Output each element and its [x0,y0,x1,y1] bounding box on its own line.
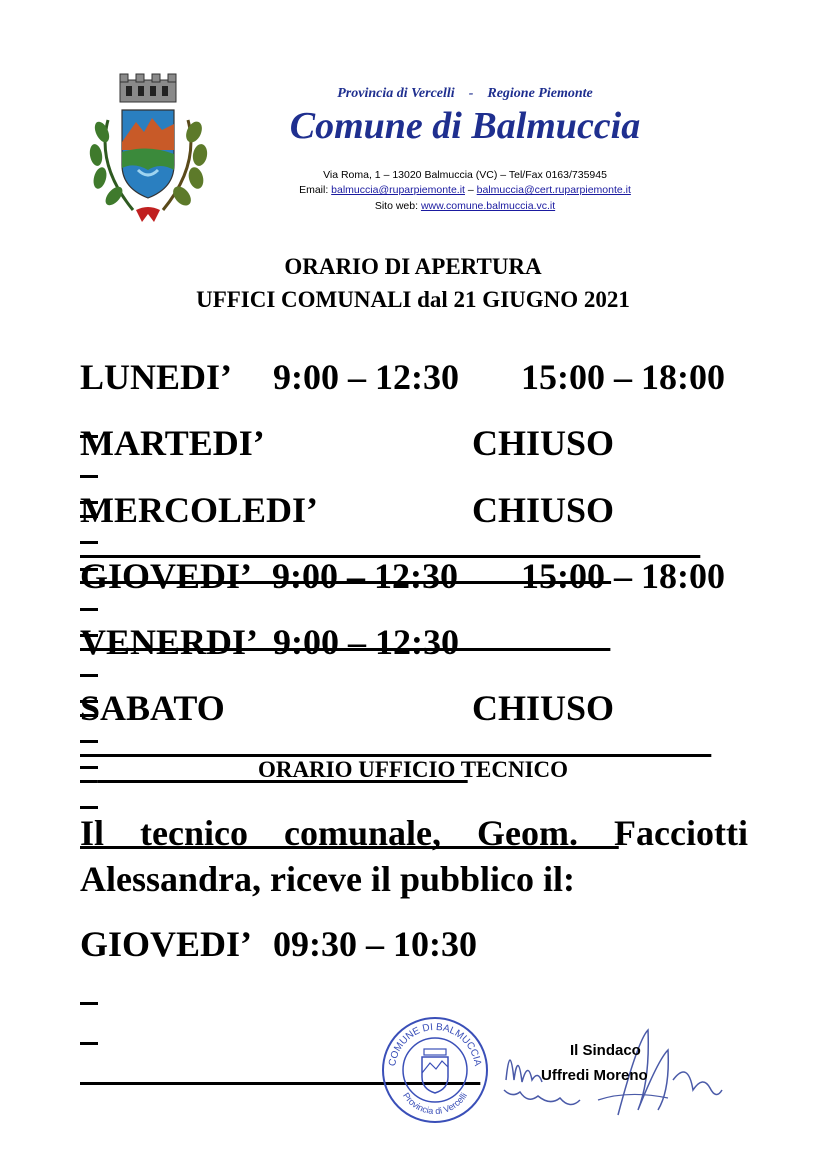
reception-hours: 09:30 – 10:30 [273,924,477,964]
day-label: GIOVEDI’ [80,556,253,596]
header-province-region [230,86,700,102]
morning-hours: 9:00 – 12:30 [273,357,459,397]
day-label: MERCOLEDI’ [80,490,319,530]
technical-office-text: Il tecnico comunale, Geom. Facciotti Alessandra, riceve il pubblico il: [80,813,748,899]
closed-status: CHIUSO [472,490,615,530]
header-email-line [230,184,700,196]
day-label: GIOVEDI’ [80,924,253,964]
signature-name: Uffredi Moreno [541,1067,648,1084]
signature-role: Il Sindaco [570,1042,641,1059]
day-label: SABATO [80,688,225,728]
closed-status: CHIUSO [472,688,615,728]
closed-status: CHIUSO [472,423,615,463]
province-label: Provincia di Vercelli [337,86,455,101]
notice-subtitle: UFFICI COMUNALI dal 21 GIUGNO 2021 [196,287,630,312]
morning-hours: 9:00 – 12:30 [272,556,458,596]
svg-text:Provincia di Vercelli: Provincia di Vercelli [401,1090,469,1117]
morning-hours: 9:00 – 12:30 [273,622,459,662]
day-label: LUNEDI’ [80,357,233,397]
website-link[interactable]: www.comune.balmuccia.vc.it [420,200,556,212]
official-stamp-seal [380,1015,490,1125]
notice-title: ORARIO DI APERTURA [284,254,542,279]
header-separator: - [468,86,474,101]
header-address: Via Roma, 1 – 13020 Balmuccia (VC) – Tel/Fax 0163/735945 [323,169,607,181]
email-link-pec[interactable]: balmuccia@cert.ruparpiemonte.it [476,184,631,196]
email-link-primary[interactable]: balmuccia@ruparpiemonte.it [331,184,465,196]
website-label: Sito web: [374,200,421,212]
day-label: MARTEDI’ [80,423,265,463]
afternoon-hours: 15:00 – 18:00 [521,357,725,397]
municipal-crest-logo [78,70,218,230]
municipality-title: Comune di Balmuccia [289,105,641,147]
svg-text:COMUNE DI BALMUCCIA: COMUNE DI BALMUCCIA [387,1021,483,1068]
technical-office-heading: ORARIO UFFICIO TECNICO [257,757,569,782]
email-separator: – [464,184,477,196]
email-label: Email: [299,184,332,196]
afternoon-hours: 15:00 – 18:00 [521,556,725,596]
header-website-line [230,200,700,212]
region-label: Regione Piemonte [487,86,593,101]
day-label: VENERDI’ [80,622,259,662]
